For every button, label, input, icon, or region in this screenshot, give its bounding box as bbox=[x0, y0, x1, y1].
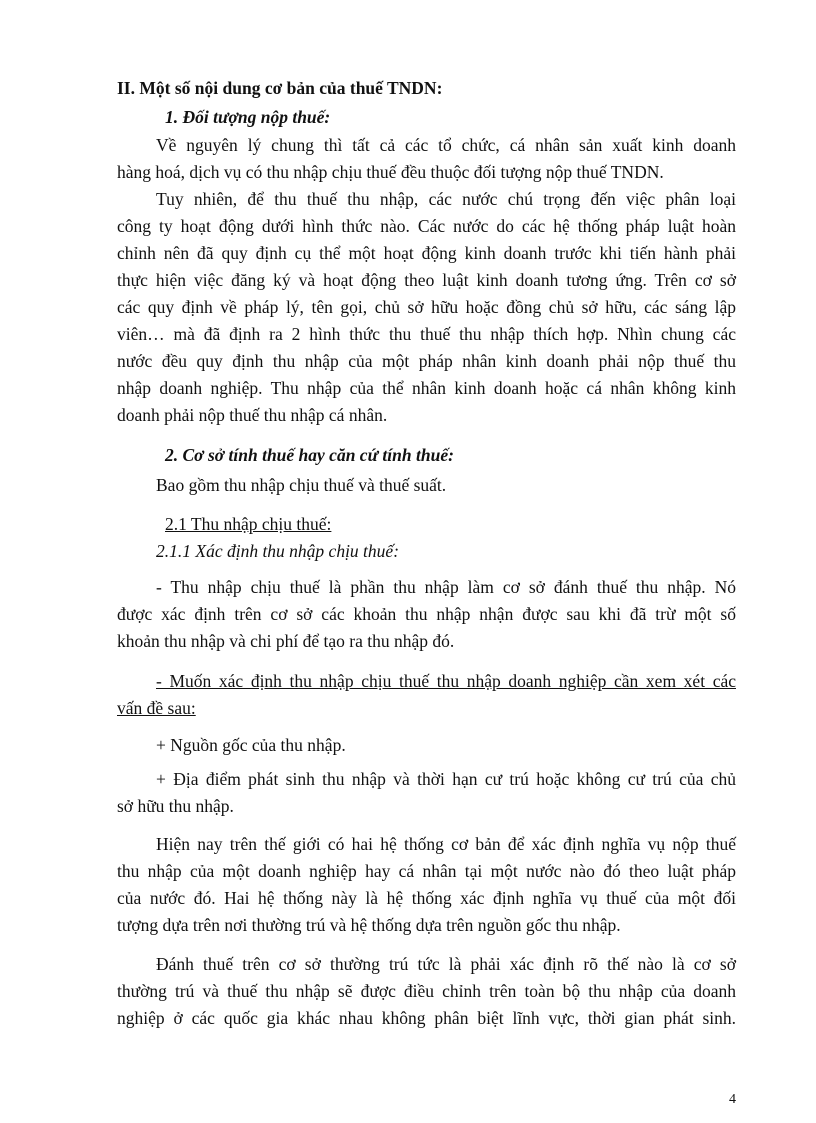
paragraph-2-line: doanh phải nộp thuế thu nhập cá nhân. bbox=[117, 405, 388, 425]
paragraph-6-line: thu nhập của một doanh nghiệp hay cá nhân tại một nước nào đó theo luật pháp bbox=[117, 861, 736, 881]
paragraph-7-line: Đánh thuế trên cơ sở thường trú tức là phải xác định rõ thế nào là cơ sở bbox=[156, 954, 736, 974]
section-1-title: 1. Đối tượng nộp thuế: bbox=[165, 107, 331, 127]
paragraph-6-line: Hiện nay trên thế giới có hai hệ thống cơ bản để xác định nghĩa vụ nộp thuế bbox=[156, 834, 736, 854]
paragraph-2-line: viên… mà đã định ra 2 hình thức thu thuế thu nhập thích hợp. Nhìn chung các bbox=[117, 324, 736, 344]
paragraph-2-line: công ty hoạt động dưới hình thức nào. Các nước do các hệ thống pháp luật hoàn bbox=[117, 216, 736, 236]
paragraph-7-line: nghiệp ở các quốc gia khác nhau không phân biệt lĩnh vực, thời gian phát sinh. bbox=[117, 1008, 736, 1028]
paragraph-2-line: chỉnh nên đã quy định cụ thể một hoạt động kinh doanh trước khi tiến hành phải bbox=[117, 243, 736, 263]
section-heading: II. Một số nội dung cơ bản của thuế TNDN: bbox=[117, 78, 443, 98]
paragraph-1-line: hàng hoá, dịch vụ có thu nhập chịu thuế đều thuộc đối tượng nộp thuế TNDN. bbox=[117, 162, 664, 182]
bullet-item-1: + Nguồn gốc của thu nhập. bbox=[156, 735, 346, 755]
paragraph-6-line: tượng dựa trên nơi thường trú và hệ thống dựa trên nguồn gốc thu nhập. bbox=[117, 915, 621, 935]
subsection-2-1-title: 2.1 Thu nhập chịu thuế: bbox=[165, 514, 332, 534]
paragraph-4-line: khoản thu nhập và chi phí để tạo ra thu nhập đó. bbox=[117, 631, 455, 651]
paragraph-2-line: nước đều quy định thu nhập của một pháp nhân kinh doanh phải nộp thuế thu bbox=[117, 351, 736, 371]
subsection-2-1-1-title: 2.1.1 Xác định thu nhập chịu thuế: bbox=[156, 541, 400, 561]
paragraph-2-line: thực hiện việc đăng ký và hoạt động theo luật kinh doanh tương ứng. Trên cơ sở bbox=[117, 270, 736, 290]
paragraph-1-line: Về nguyên lý chung thì tất cả các tổ chức, cá nhân sản xuất kinh doanh bbox=[156, 135, 736, 155]
paragraph-7-line: thường trú và thuế thu nhập sẽ được điều chỉnh trên toàn bộ thu nhập của doanh bbox=[117, 981, 736, 1001]
paragraph-2-line: nhập doanh nghiệp. Thu nhập của thể nhân kinh doanh hoặc cá nhân không kinh bbox=[117, 378, 736, 398]
bullet-item-2-line: sở hữu thu nhập. bbox=[117, 796, 234, 816]
paragraph-5-line: vấn đề sau: bbox=[117, 698, 196, 718]
paragraph-4-line: - Thu nhập chịu thuế là phần thu nhập làm cơ sở đánh thuế thu nhập. Nó bbox=[156, 577, 736, 597]
paragraph-2-line: Tuy nhiên, để thu thuế thu nhập, các nước chú trọng đến việc phân loại bbox=[156, 189, 736, 209]
page-number: 4 bbox=[729, 1092, 736, 1107]
paragraph-4-line: được xác định trên cơ sở các khoản thu nhập nhận được sau khi đã trừ một số bbox=[117, 604, 736, 624]
paragraph-6-line: của nước đó. Hai hệ thống này là hệ thống xác định nghĩa vụ thuế của một đối bbox=[117, 888, 736, 908]
paragraph-2-line: các quy định về pháp lý, tên gọi, chủ sở hữu hoặc đồng chủ sở hữu, các sáng lập bbox=[117, 297, 736, 317]
paragraph-5-line: - Muốn xác định thu nhập chịu thuế thu nhập doanh nghiệp cần xem xét các bbox=[156, 671, 736, 691]
paragraph-3: Bao gồm thu nhập chịu thuế và thuế suất. bbox=[156, 475, 447, 495]
bullet-item-2-line: + Địa điểm phát sinh thu nhập và thời hạn cư trú hoặc không cư trú của chủ bbox=[156, 769, 736, 789]
section-2-title: 2. Cơ sở tính thuế hay căn cứ tính thuế: bbox=[165, 445, 454, 465]
